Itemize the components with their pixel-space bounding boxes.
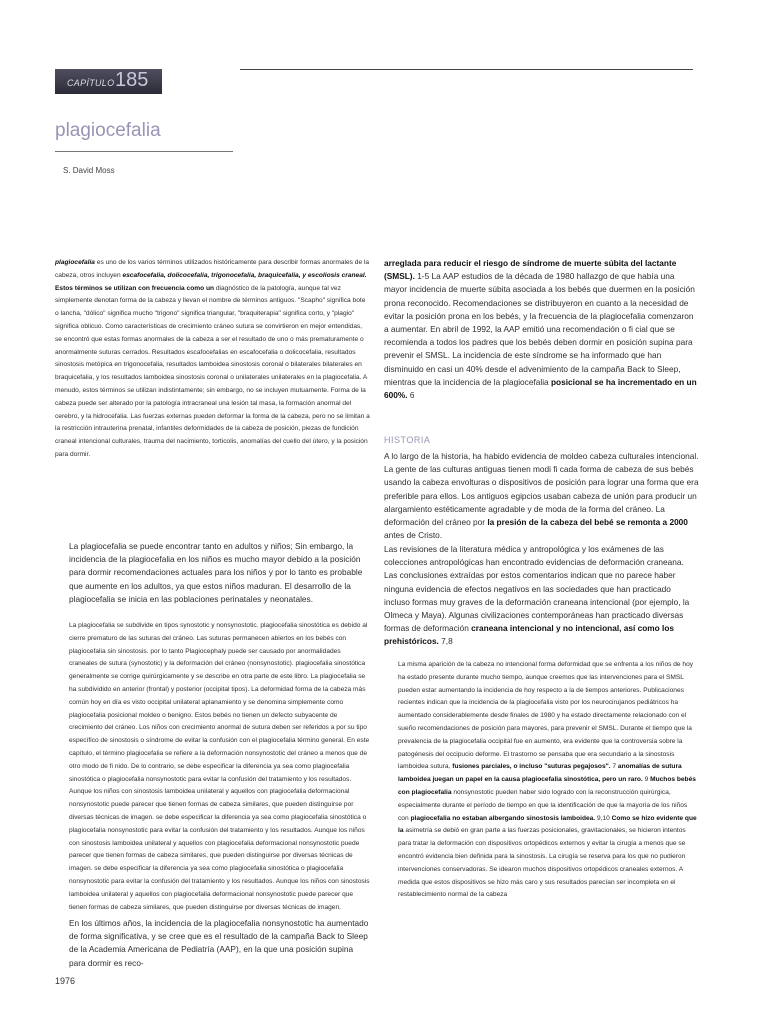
history-bold: la presión de la cabeza del bebé se remonta a 2000 xyxy=(487,517,688,528)
appearance-bold-4: plagiocefalia no estaban albergando sinostosis lamboidea. xyxy=(410,814,596,822)
paragraph-incidence xyxy=(55,540,370,606)
intro-term: plagiocefalia xyxy=(55,259,95,266)
paragraph-subtypes-text: La plagiocefalia se subdivide en tipos synostotic y nonsynostotic. plagiocefalia sinostótica es debido al cierre prematuro de las suturas del cráneo. Las suturas permanecen abiertos en los bebés con plagiocefalia sin sinostosis. por lo tanto Plagiocephaly puede ser causado por anormalidades craneales de sutura (synostotic) y la deformación del cráneo (nonsynostotic). plagiocefalia sinostótica generalmente se corrige quirúrgicamente y se describe en otra parte de este libro. La plagiocefalia se ha subdividido en anterior (frontal) y posterior (occipital tipos). La deformidad forma de la cabeza más común hoy en día es visto occipital unilateral aplanamiento y se denomina simplemente como plagiocefalia posicional moldeo o benigno. Estos bebés no tienen un defecto subyacente de crecimiento del cráneo. Los niños con crecimiento anormal de sutura deben ser referidos a por su tipo específico de sinostosis o síndrome de evitar la confusión con el plagiocefalia término general. En este capítulo, el término plagiocefalia se refiere a la deformación nonsynostotic del cráneo a menos que de otro modo de fi nido. De lo contrario, se debe especificar la diferencia ya sea como plagiocefalia sinostótica o plagiocefalia nonsynostotic para evitar la confusión del tratamiento y los resultados. Aunque los niños con sinostosis lamboidea unilateral y aquellos con plagiocefalia deformacional nonsynostotic puede parecer que tienen formas de cabeza similares, que pueden distinguirse por diversas técnicas de imagen. se debe especificar la diferencia ya sea como plagiocefalia sinostótica o plagiocefalia nonsynostotic para evitar la confusión del tratamiento y los resultados. Aunque los niños con sinostosis lamboidea unilateral y aquellos con plagiocefalia deformacional nonsynostotic puede parecer que tienen formas de cabeza similares, que pueden distinguirse por diversas técnicas de imagen. se debe especificar la diferencia ya sea como plagiocefalia sinostótica o plagiocefalia nonsynostotic para evitar la confusión del tratamiento y los resultados. Aunque los niños con sinostosis lamboidea unilateral y aquellos con plagiocefalia deformacional nonsynostotic puede parecer que tienen formas de cabeza similares, que pueden distinguirse por diversas técnicas de imagen. xyxy=(69,622,370,911)
intro-paragraph xyxy=(55,257,370,462)
appearance-text-2: nonsynostotic pueden haber sido logrado con la reconstrucción quirúrgica, especialmente durante el período de tiempo en que la identificación de que la mayoría de los niños con xyxy=(398,788,688,822)
paragraph-recent-years-text: En los últimos años, la incidencia de la plagiocefalia nonsynostotic ha aumentado de forma significativa, y se cree que es el resultado de la campaña Back to Sleep de la Academia Americana de Pediatría (AAP), en la que una posición supina para dormir es reco- xyxy=(69,918,369,968)
aap-text: La AAP estudios de la década de 1980 hallazgo de que había una mayor incidencia de muerte súbita asociada a los bebés que duermen en la posición prona reconocido. Recomendaciones se distribuyeron en cuanto a la necesidad de evitar la posición prona en los bebés, y la frecuencia de la plagiocefalia comenzaron a aumentar. En abril de 1992, la AAP emitió una recomendación o fi cial que se recomienda a todos los padres que los bebés deben dormir en posición supina para prevenir el SMSL. La incidencia de este síndrome se ha informado que han disminuido en casi un 40% desde el advenimiento de la campaña Back to Sleep, mientras que la incidencia de la plagiocefalia xyxy=(384,271,695,387)
paragraph-appearance xyxy=(384,659,699,902)
paragraph-recent-years xyxy=(55,917,370,970)
section-heading-historia: HISTORIA xyxy=(384,435,431,445)
paragraph-history xyxy=(384,450,699,542)
title-rule xyxy=(55,151,233,152)
history-end: antes de Cristo. xyxy=(384,530,443,541)
literature-text: Las revisiones de la literatura médica y antropológica y los exámenes de las colecciones antropológicas han encontrado evidencias de deformación craneana. Las conclusiones extraídas por estos comentarios indican que no parece haber ninguna evidencia de efectos negativos en las sociedades que han practicado incluso formas muy graves de la deformación craneana intencional (por ejemplo, la Olmeca y Maya). Algunas civilizaciones contemporáneas han practicado diversas formas de deformación xyxy=(384,544,690,634)
aap-ref: 1-5 xyxy=(414,271,432,282)
literature-bold: craneana intencional y no intencional, así como los prehistóricos. xyxy=(384,623,675,647)
intro-text: es uno de los varios términos utilizados históricamente para describir formas anormales de la cabeza, otros incluyen xyxy=(55,259,370,279)
appearance-bold-1: fusiones parciales, o incluso "suturas pegajosos". xyxy=(452,763,611,771)
intro-terms-list: escafocefalia, dolicocefalia, trigonocefalia, braquicefalia, y escoliosis craneal. xyxy=(122,271,367,279)
page-title: plagiocefalia xyxy=(55,120,161,141)
chapter-badge xyxy=(55,69,162,94)
appearance-ref-2: 9 xyxy=(642,776,651,784)
page-number: 1976 xyxy=(55,976,76,986)
paragraph-subtypes xyxy=(55,620,370,914)
appearance-bold-5: Como se hizo evidente que la xyxy=(398,814,697,835)
paragraph-aap xyxy=(384,257,699,402)
appearance-text-1: La misma aparición de la cabeza no intencional forma deformidad que se enfrenta a los niños de hoy ha estado presente durante mucho tiempo, aunque creemos que las intervenciones para el SMSL pueden estar aumentando la incidencia de hoy respecto a la de tiempos anteriores. Publicaciones recientes indican que la incidencia de la plagiocefalia visto por los neurocirujanos pediátricos ha aumentado considerablemente desde finales de 1980 y ha estado directamente relacionado con el sueño recomendaciones de posición para mayores, para prevenir el SMSL. Durante el tiempo que la prevalencia de la plagiocefalia occipital fue en aumento, era evidente que la controversia sobre la patogénesis del occipucio deforme. El trastorno se pensaba que era secundario a la sinostosis lamboidea sutura, xyxy=(398,661,694,771)
chapter-number: 185 xyxy=(115,69,149,91)
chapter-label: CAPÍTULO xyxy=(67,78,115,88)
literature-ref: 7,8 xyxy=(438,636,453,647)
appearance-bold-2: anomalías de sutura lamboidea juegan un papel en la causa plagiocefalia sinostótica, pero un raro. xyxy=(398,763,682,784)
author-name: S. David Moss xyxy=(63,166,115,175)
intro-rest: diagnóstico de la patología, aunque tal vez simplemente denotan forma de la cabeza y llevan el nombre de términos antiguos. "Scapho" significa bote o lancha, "dólico" significa mucho "trigono" significa triangular, "braquiterapia" significa corto, y "plagio" significa oblicuo. Como características de crecimiento cráneo sutura se convirtieron en mejor entendidas, se encontró que estas formas anormales de la cabeza a ser el resultado de uno o más prematuramente o anormalmente suturas cerrados. Resultados escafocefalias en escafocefalia o dolicocefalia, resultados sinostosis metópica en trigonocefalia, resultados lamboidea sinostosis coronal o bilaterales bilaterales en braquicefalia, y los resultados lamboidea sinostosis coronal o unilaterales unilaterales en la plagiocefalia. A menudo, estos términos se utilizan indistintamente; sin embargo, no se incluyen mutuamente. Forma de la cabeza puede ser alterado por la patología intracraneal una lesión tal masa, la formación anormal del cerebro, y la hidrocefalia. Las fuerzas externas pueden deformar la forma de la cabeza, pero no se limitan a la restricción intrauterina prenatal, infantiles deformidades de la cabeza de posición, piezas de fundición craneal intencional culturales, trauma del nacimiento, torticolis, anomalías del cuello del útero, y la posición para dormir. xyxy=(55,284,370,458)
aap-end-ref: 6 xyxy=(407,390,415,401)
intro-bold-text: Estos términos se utilizan con frecuencia como un xyxy=(55,284,215,292)
appearance-bold-3: Muchos bebés con plagiocefalia xyxy=(398,776,696,796)
aap-bold-start: arreglada para reducir el riesgo de síndrome de muerte súbita del lactante (SMSL). xyxy=(384,258,677,282)
appearance-ref-1: 7 xyxy=(610,763,618,771)
appearance-text-3: asimetría se debió en gran parte a las fuerzas posicionales, gravitacionales, se hicieron intentos para tratar la deformación con dispositivos ortopédicos externos y evitar la cirugía a menos que se encontró evidencia bien definida para la sinostosis. La cirugía se reserva para los que no pudieron intervenciones conservadoras. Se idearon muchos dispositivos ortopédicos craneales externos. A medida que estos dispositivos se hizo más caro y sus resultados parecían ser incompleta en el restablecimiento normal de la cabeza xyxy=(398,827,686,899)
aap-bold-end: posicional se ha incrementado en un 600%. xyxy=(384,376,697,401)
header-rule xyxy=(240,69,693,70)
paragraph-incidence-text: La plagiocefalia se puede encontrar tanto en adultos y niños; Sin embargo, la incidencia de la plagiocefalia en los niños es mucho mayor debido a la posición para dormir recomendaciones actuales para los niños y por lo tanto es probable que aumente en los adultos, ya que estos niños maduran. El desarrollo de la plagiocefalia se inicia en las poblaciones perinatales y neonatales. xyxy=(69,541,363,604)
appearance-ref-3: 9,10 xyxy=(595,814,612,822)
history-text: A lo largo de la historia, ha habido evidencia de moldeo cabeza culturales intencional. La gente de las culturas antiguas tienen modi fi cada forma de cabeza de sus bebés usando la cabeza envolturas o dispositivos de posición para lograr una forma que era preferible para ellos. Los antiguos egipcios usaban cabeza de unión para producir un alargamiento estéticamente agradable y de moda de la forma del cráneo. La deformación del cráneo por xyxy=(384,451,699,528)
paragraph-literature xyxy=(384,543,699,649)
